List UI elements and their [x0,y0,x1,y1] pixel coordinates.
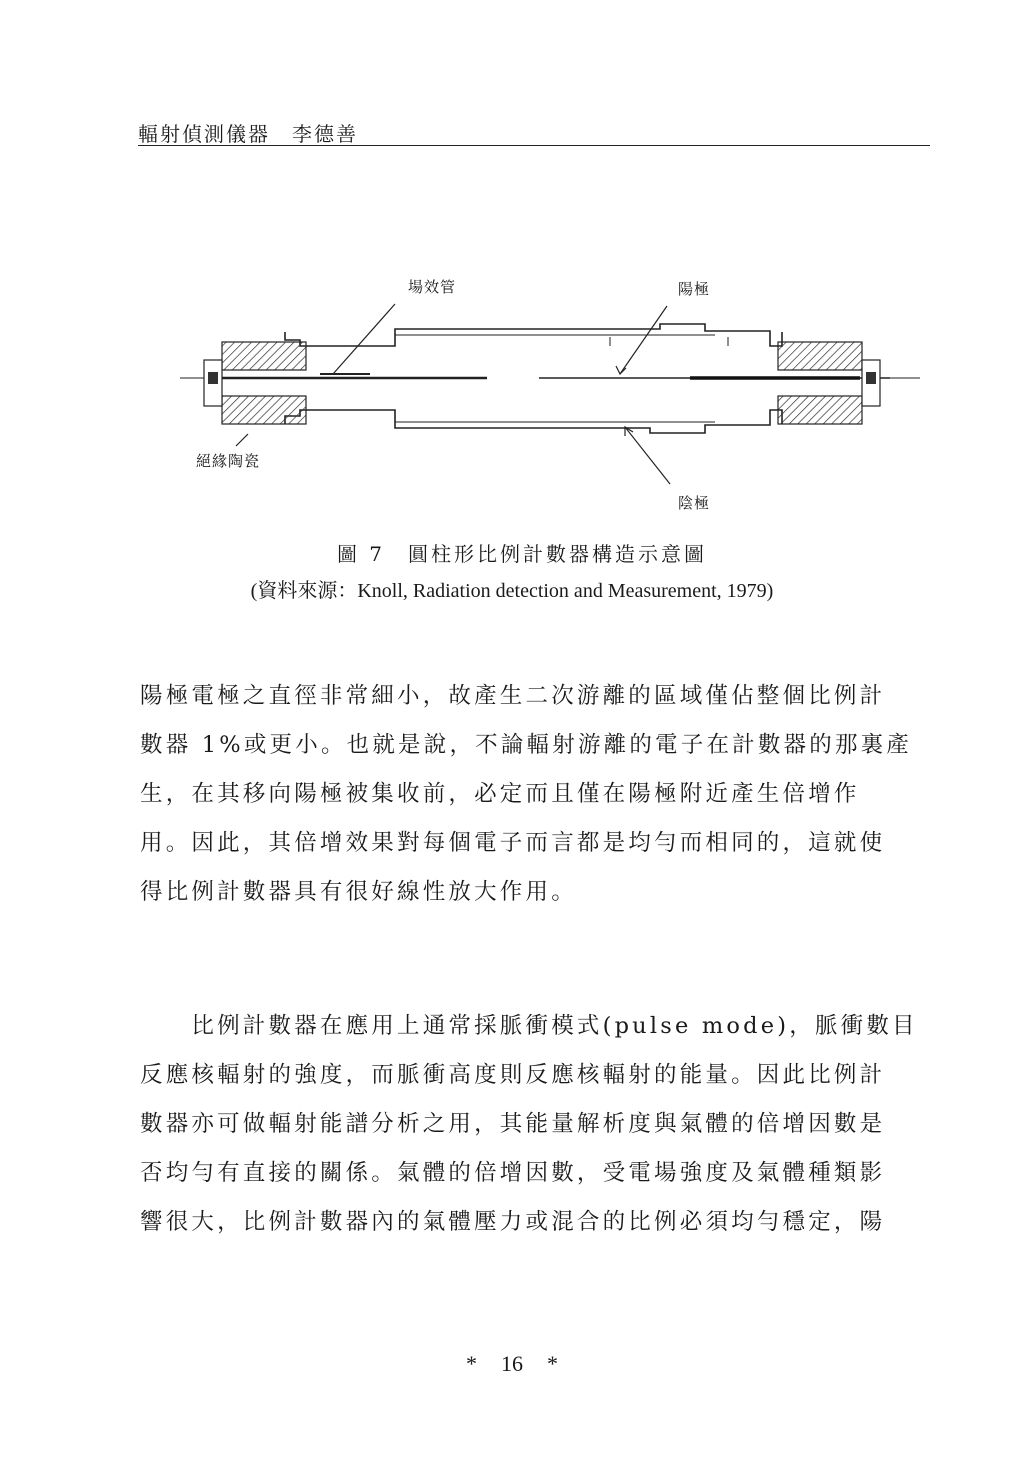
insulator-left-top [222,342,306,370]
header-title: 輻射偵測儀器 [138,122,270,146]
header-rule [138,145,930,146]
figure-caption: 圖 7 圓柱形比例計數器構造示意圖 [336,542,708,566]
counter-diagram [170,262,930,522]
end-seal-left [208,372,218,384]
paragraph-line: 比例計數器在應用上通常採脈衝模式(pulse mode)，脈衝數目 [140,1013,918,1039]
header-author: 李德善 [292,122,358,146]
insulator-right-bottom [778,396,862,424]
paragraph-line: 反應核輻射的強度，而脈衝高度則反應核輻射的能量。因此比例計 [140,1062,886,1088]
insulator-left-bottom [222,396,306,424]
page-footer [0,1351,1024,1377]
leader-anode [620,306,667,374]
insulator-right-top [778,342,862,370]
paragraph-line: 數器亦可做輻射能譜分析之用，其能量解析度與氣體的倍增因數是 [140,1111,886,1137]
center-gap [487,362,539,394]
leader-insulator [236,434,248,446]
footer-left-mark: * [466,1351,477,1376]
paragraph-line: 用。因此，其倍增效果對每個電子而言都是均勻而相同的，這就使 [140,830,886,856]
paragraph-line: 陽極電極之直徑非常細小，故產生二次游離的區域僅佔整個比例計 [140,683,886,709]
label-anode: 陽極 [678,280,711,298]
page-number: 16 [501,1351,523,1376]
paragraph-1 [140,672,932,917]
paragraph-line: 響很大，比例計數器內的氣體壓力或混合的比例必須均勻穩定，陽 [140,1209,886,1235]
paragraph-line: 數器 1%或更小。也就是說，不論輻射游離的電子在計數器的那裏產 [140,732,913,758]
proportional-counter-figure [170,262,930,522]
leader-field-tube [333,304,395,374]
footer-right-mark: * [547,1351,558,1376]
label-cathode: 陰極 [678,494,711,512]
paragraph-2 [140,1002,932,1247]
paragraph-line: 生，在其移向陽極被集收前，必定而且僅在陽極附近產生倍增作 [140,781,860,807]
label-insulating-ceramic: 絕緣陶瓷 [196,452,261,470]
paragraph-line: 得比例計數器具有很好線性放大作用。 [140,879,577,905]
leader-cathode [625,427,670,484]
end-seal-right [866,372,876,384]
paragraph-line: 否均勻有直接的關係。氣體的倍增因數，受電場強度及氣體種類影 [140,1160,886,1186]
running-header [138,118,358,147]
figure-source: (資料來源：Knoll, Radiation detection and Measurement, 1979) [250,580,774,602]
label-field-tube: 場效管 [408,278,457,296]
